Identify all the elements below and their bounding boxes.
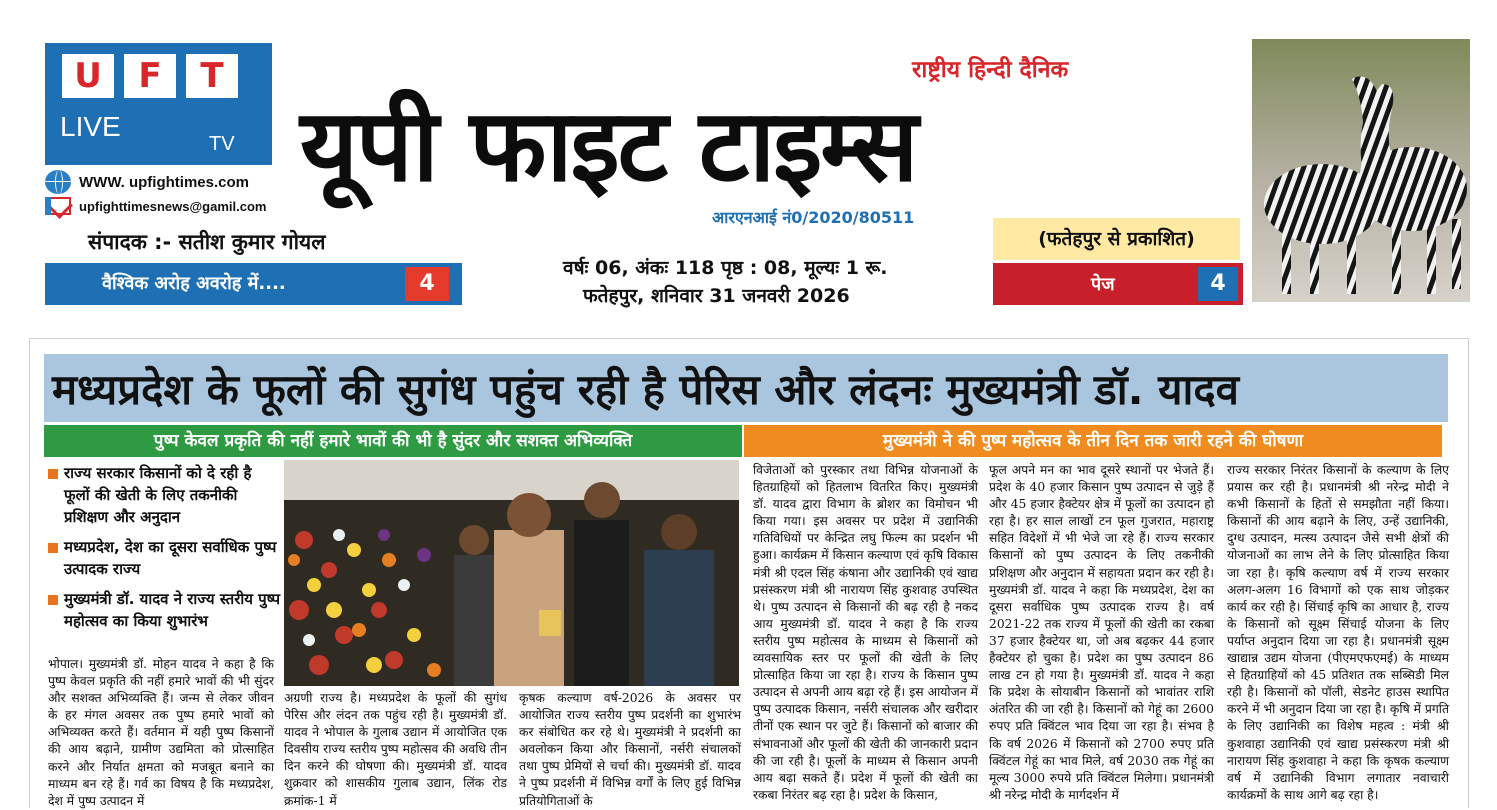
highlight-bullets xyxy=(48,462,280,640)
bullet-item xyxy=(48,588,280,632)
email-row[interactable] xyxy=(45,197,266,215)
page-indicator-bar xyxy=(993,263,1243,305)
gmail-icon xyxy=(45,197,71,215)
issue-line: वर्षः 06, अंकः 118 पृष्ठ : 08, मूल्यः 1 रू. xyxy=(563,257,888,279)
date-line: फतेहपुर, शनिवार 31 जनवरी 2026 xyxy=(583,285,850,307)
editor-credit: संपादक :- सतीश कुमार गोयल xyxy=(88,230,326,254)
subheading-left: पुष्प केवल प्रकृति की नहीं हमारे भावों की भी है सुंदर और सशक्त अभिव्यक्ति xyxy=(44,425,742,457)
article-column-6: राज्य सरकार निरंतर किसानों के कल्याण के लिए प्रयास कर रही है। प्रधानमंत्री श्री नरेन्द्र मोदी ने कभी किसानों के हितों से समझौता नहीं किया। किसानों की आय बढ़ाने के लिए, उन्हें उद्यानिकी, दुग्ध उत्पादन, मत्स्य उत्पादन जैसे सभी क्षेत्रों की योजनाओं का लाभ लेने के लिए प्रोत्साहित किया जा रहा है। कृषि कल्याण वर्ष में राज्य सरकार अलग-अलग 16 विभागों को एक साथ जोड़कर कार्य कर रही है। सिंचाई कृषि का आधार है, राज्य के किसानों को सूक्ष्म सिंचाई योजना के लिए पर्याप्त अनुदान दिया जा रहा है। प्रधानमंत्री सूक्ष्म खाद्यान्न उद्यम योजना (पीएमएफएमई) के माध्यम से हितग्राहियों को 45 प्रतिशत तक सब्सिडी मिल रही है। किसानों को पॉली, सेडनेट हाउस स्थापित करने में भी अनुदान दिया जा रहा है। कृषि में प्रगति के लिए उद्यानिकी का विशेष महत्व : मंत्री श्री कुशवाहा उद्यानिकी एवं खाद्य प्रसंस्करण मंत्री श्री नारायण सिंह कुशवाहा ने कहा कि कृषक कल्याण वर्ष में उद्यानिकी विभाग लगातार नवाचारी कार्यक्रमों के साथ आगे बढ़ रहा है। xyxy=(1227,463,1449,802)
logo-letter-u: U xyxy=(62,54,114,98)
article-column-1: भोपाल। मुख्यमंत्री डॉ. मोहन यादव ने कहा है कि पुष्प केवल प्रकृति की नहीं हमारे भावों की भी सुंदर और सशक्त अभिव्यक्ति हैं। जन्म से लेकर जीवन के हर मंगल अवसर तक पुष्प हमारे भावों को अभिव्यक्त करते हैं। वर्तमान में यही पुष्प किसानों की आय बढ़ाने, ग्रामीण उद्यमिता को प्रोत्साहित करने और निर्यात क्षमता को मजबूत बनाने का माध्यम बन रहे हैं। गर्व का विषय है कि मध्यप्रदेश, देश में पुष्प उत्पादन में xyxy=(48,657,274,808)
bullet-text: मुख्यमंत्री डॉ. यादव ने राज्य स्तरीय पुष्प महोत्सव का किया शुभारंभ xyxy=(64,590,281,630)
left-page-bar-text: वैश्विक अरोह अवरोह में.... xyxy=(102,273,286,294)
masthead-title: यूपी फाइट टाइम्स xyxy=(300,87,917,204)
globe-icon xyxy=(45,170,71,194)
flower-exhibition-photo xyxy=(284,460,739,686)
page-number: 4 xyxy=(1198,267,1238,301)
article-column-3: कृषक कल्याण वर्ष-2026 के अवसर पर आयोजित राज्य स्तरीय पुष्प प्रदर्शनी का शुभारंभ कर संबोधित कर रहे थे। मुख्यमंत्री ने प्रदर्शनी का अवलोकन किया और किसानों, नर्सरी संचालकों तथा पुष्प प्रेमियों से चर्चा की। मुख्यमंत्री डॉ. यादव ने पुष्प प्रदर्शनी में विभिन्न वर्गों के लिए हुई विभिन्न प्रतियोगिताओं के xyxy=(519,691,741,808)
bullet-text: मध्यप्रदेश, देश का दूसरा सर्वाधिक पुष्प उत्पादक राज्य xyxy=(64,538,277,578)
published-from-label: (फतेहपुर से प्रकाशित) xyxy=(993,218,1240,260)
email-link[interactable]: upfighttimesnews@gamil.com xyxy=(79,198,267,214)
subheading-right: मुख्यमंत्री ने की पुष्प महोत्सव के तीन दिन तक जारी रहने की घोषणा xyxy=(744,425,1442,457)
article-column-2: अग्रणी राज्य है। मध्यप्रदेश के फूलों की सुगंध पेरिस और लंदन तक पहुंच रही है। मुख्यमंत्री डॉ. यादव ने भोपाल के गुलाब उद्यान में आयोजित एक दिवसीय राज्य स्तरीय पुष्प महोत्सव की अवधि तीन दिन करने की घोषणा की। मुख्यमंत्री डॉ. यादव शुक्रवार को शासकीय गुलाब उद्यान, लिंक रोड क्रमांक-1 में xyxy=(284,691,507,808)
logo-tv-text: TV xyxy=(209,133,235,155)
zebra-photo xyxy=(1252,39,1470,302)
website-link[interactable]: WWW. upfightimes.com xyxy=(79,173,249,191)
bullet-text: राज्य सरकार किसानों को दे रही है फूलों की खेती के लिए तकनीकी प्रशिक्षण और अनुदान xyxy=(64,464,252,526)
bullet-item xyxy=(48,536,280,580)
logo-letter-f: F xyxy=(124,54,176,98)
left-page-bar-number: 4 xyxy=(405,267,449,301)
bullet-item xyxy=(48,462,280,528)
article-column-5: फूल अपने मन का भाव दूसरे स्थानों पर भेजते हैं। प्रदेश के 40 हजार किसान पुष्प उत्पादन से जुड़े हैं और 45 हजार हैक्टेयर क्षेत्र में फूलों का उत्पादन हो रहा है। हर साल लाखों टन फूल गुजरात, महाराष्ट्र सहित विदेशों में भी भेजे जा रहे हैं। राज्य सरकार किसानों को पुष्प उत्पादन के लिए तकनीकी प्रशिक्षण और अनुदान में सहायता प्रदान कर रही है। मुख्यमंत्री डॉ. यादव ने कहा कि मध्यप्रदेश, देश का दूसरा सर्वाधिक पुष्प उत्पादक राज्य है। वर्ष 2021-22 तक राज्य में फूलों की खेती का रकबा 37 हजार हैक्टेयर था, जो अब बढ़कर 44 हजार हैक्टेयर हो चुका है। प्रदेश का पुष्प उत्पादन 86 लाख टन हो गया है। मुख्यमंत्री डॉ. यादव ने कहा कि प्रदेश के सोयाबीन किसानों को भावांतर राशि अंतरित की जा रही है। किसानों को गेहूं का 2600 रुपए प्रति क्विंटल भाव दिया जा रहा है। संभव है कि वर्ष 2026 में किसानों को 2700 रुपए प्रति क्विंटल गेहूं का भाव मिले, वर्ष 2030 तक गेहूं का मूल्य 3000 रुपये प्रति क्विंटल मिलेगा। प्रधानमंत्री श्री नरेन्द्र मोदी के मार्गदर्शन में xyxy=(989,463,1214,802)
website-row[interactable] xyxy=(45,170,249,194)
bullet-square-icon xyxy=(48,543,58,553)
article-column-4: विजेताओं को पुरस्कार तथा विभिन्न योजनाओं के हितग्राहियों को हितलाभ वितरित किए। मुख्यमंत्री डॉ. यादव द्वारा विभाग के ब्रोशर का विमोचन भी किया गया। इस अवसर पर प्रदेश में उद्यानिकी गतिविधियों पर केन्द्रित लघु फिल्म का प्रदर्शन भी हुआ। कार्यक्रम में किसान कल्याण एवं कृषि विकास मंत्री श्री एदल सिंह कंषाना और उद्यानिकी एवं खाद्य प्रसंस्करण मंत्री श्री नारायण सिंह कुशवाह उपस्थित थे। पुष्प उत्पादन से किसानों की बढ़ रही है नकद आय मुख्यमंत्री डॉ. यादव ने कहा है कि राज्य स्तरीय पुष्प महोत्सव के माध्यम से किसानों को व्यवसायिक स्तर पर फूलों की खेती के लिए प्रोत्साहित किया जा रहा है। राज्य के किसान पुष्प उत्पादन से अपनी आय बढ़ा रहे हैं। इस आयोजन में पुष्प उत्पादक किसान, नर्सरी संचालक और खरीदार तीनों एक स्थान पर जुटे हैं। किसानों को बाजार की संभावनाओं और फूलों की खेती की जानकारी प्रदान की जा रही है। फूलों के माध्यम से किसान अपनी आय बढ़ा सकते हैं। प्रदेश में फूलों की खेती का रकबा निरंतर बढ़ रहा है। प्रदेश के किसान, xyxy=(753,463,978,802)
logo-live-text: LIVE xyxy=(60,111,121,142)
article-headline: मध्यप्रदेश के फूलों की सुगंध पहुंच रही है पेरिस और लंदनः मुख्यमंत्री डॉ. यादव xyxy=(52,365,1240,414)
bullet-square-icon xyxy=(48,469,58,479)
masthead-tagline: राष्ट्रीय हिन्दी दैनिक xyxy=(912,57,1069,83)
uft-live-tv-logo xyxy=(45,43,272,165)
bullet-square-icon xyxy=(48,595,58,605)
article-headline-bar xyxy=(44,354,1448,422)
left-page-bar xyxy=(45,263,462,305)
registration-number: आरएनआई नं0/2020/80511 xyxy=(712,208,915,227)
page-label: पेज xyxy=(1091,274,1115,295)
logo-letter-t: T xyxy=(186,54,238,98)
